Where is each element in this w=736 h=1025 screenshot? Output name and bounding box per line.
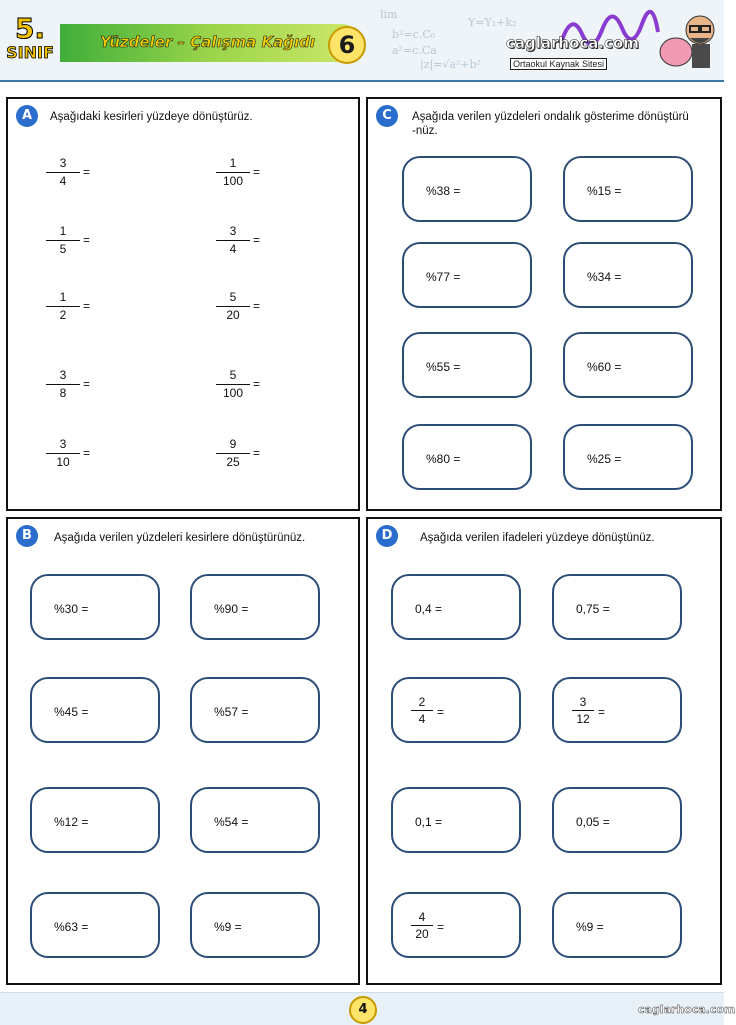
equals-sign: = (83, 165, 91, 179)
fraction: 3 4 (46, 156, 80, 189)
section-c-instruction: Aşağıda verilen yüzdeleri ondalık gösterime dönüştürü -nüz. (412, 111, 689, 137)
answer-box[interactable] (402, 332, 532, 398)
answer-box[interactable] (391, 677, 521, 743)
decor-formula: Y=Y₁+k₂ (468, 16, 517, 29)
answer-box[interactable] (563, 156, 693, 222)
fraction: 1 5 (46, 224, 80, 257)
equals-sign: = (598, 705, 606, 719)
equals-sign: = (253, 233, 261, 247)
equals-sign: = (83, 233, 91, 247)
answer-box[interactable] (30, 892, 160, 958)
answer-box[interactable] (552, 574, 682, 640)
answer-prompt: %45 = (54, 705, 89, 719)
fraction: 4 20 (411, 910, 433, 941)
answer-box[interactable] (190, 574, 320, 640)
equals-sign: = (253, 165, 261, 179)
answer-prompt: %80 = (426, 452, 461, 466)
answer-prompt: %77 = (426, 270, 461, 284)
answer-box[interactable] (190, 892, 320, 958)
decor-formula: a²=c.Ca (392, 44, 437, 57)
brand-subtitle: Ortaokul Kaynak Sitesi (510, 58, 607, 70)
answer-box[interactable] (30, 787, 160, 853)
answer-box[interactable] (30, 574, 160, 640)
page-title: Yüzdeler – Çalışma Kağıdı (100, 33, 316, 51)
equals-sign: = (253, 299, 261, 313)
answer-prompt: %57 = (214, 705, 249, 719)
equals-sign: = (253, 377, 261, 391)
answer-prompt: 0,75 = (576, 602, 610, 616)
decor-formula: b²=c.C₆ (392, 28, 436, 41)
section-b-badge: B (16, 525, 38, 547)
equals-sign: = (83, 446, 91, 460)
answer-prompt: %90 = (214, 602, 249, 616)
equals-sign: = (83, 377, 91, 391)
fraction: 5 20 (216, 290, 250, 323)
equals-sign: = (437, 705, 445, 719)
section-d-badge: D (376, 525, 398, 547)
fraction: 1 100 (216, 156, 250, 189)
decor-formula: |z|=√a²+b² (420, 58, 482, 71)
teacher-mascot-icon (656, 8, 720, 74)
answer-box[interactable] (552, 677, 682, 743)
grade-number: 5. (14, 12, 46, 45)
answer-prompt: %15 = (587, 184, 622, 198)
answer-prompt: 0,4 = (415, 602, 443, 616)
grade-label: SINIF (6, 43, 54, 62)
equals-sign: = (83, 299, 91, 313)
answer-box[interactable] (30, 677, 160, 743)
answer-prompt: %63 = (54, 920, 89, 934)
brand-logo: caglarhoca.com (506, 34, 639, 52)
footer-site-link[interactable]: caglarhoca.com (638, 1003, 736, 1016)
answer-box[interactable] (391, 892, 521, 958)
fraction: 9 25 (216, 437, 250, 470)
section-b-panel (6, 517, 360, 985)
answer-prompt: %60 = (587, 360, 622, 374)
grade-badge (4, 14, 56, 70)
answer-box[interactable] (563, 332, 693, 398)
fraction: 3 10 (46, 437, 80, 470)
answer-box[interactable] (190, 787, 320, 853)
answer-prompt: %9 = (214, 920, 242, 934)
fraction: 5 100 (216, 368, 250, 401)
answer-box[interactable] (563, 242, 693, 308)
section-c-badge: C (376, 105, 398, 127)
decor-formula: lim (380, 8, 398, 21)
answer-prompt: %25 = (587, 452, 622, 466)
answer-box[interactable] (402, 242, 532, 308)
answer-box[interactable] (402, 156, 532, 222)
answer-box[interactable] (190, 677, 320, 743)
answer-prompt: 0,05 = (576, 815, 610, 829)
answer-prompt: %55 = (426, 360, 461, 374)
answer-prompt: %34 = (587, 270, 622, 284)
answer-prompt: 0,1 = (415, 815, 443, 829)
answer-box[interactable] (402, 424, 532, 490)
answer-box[interactable] (552, 787, 682, 853)
answer-box[interactable] (391, 574, 521, 640)
answer-box[interactable] (552, 892, 682, 958)
section-a-instruction: Aşağıdaki kesirleri yüzdeye dönüştürüz. (50, 111, 253, 123)
answer-box[interactable] (391, 787, 521, 853)
answer-prompt: %9 = (576, 920, 604, 934)
equals-sign: = (253, 446, 261, 460)
fraction: 1 2 (46, 290, 80, 323)
fraction: 3 12 (572, 695, 594, 726)
section-a-badge: A (16, 105, 38, 127)
section-d-instruction: Aşağıda verilen ifadeleri yüzdeye dönüştünüz. (420, 532, 655, 544)
section-d-panel (366, 517, 722, 985)
answer-box[interactable] (563, 424, 693, 490)
fraction: 2 4 (411, 695, 433, 726)
answer-prompt: %54 = (214, 815, 249, 829)
answer-prompt: %30 = (54, 602, 89, 616)
answer-prompt: %12 = (54, 815, 89, 829)
page-number: 4 (349, 996, 377, 1024)
fraction: 3 4 (216, 224, 250, 257)
section-a-panel (6, 97, 360, 511)
equals-sign: = (437, 920, 445, 934)
sheet-number: 6 (328, 26, 366, 64)
section-b-instruction: Aşağıda verilen yüzdeleri kesirlere dönüştürünüz. (54, 532, 306, 544)
section-c-panel (366, 97, 722, 511)
fraction: 3 8 (46, 368, 80, 401)
answer-prompt: %38 = (426, 184, 461, 198)
